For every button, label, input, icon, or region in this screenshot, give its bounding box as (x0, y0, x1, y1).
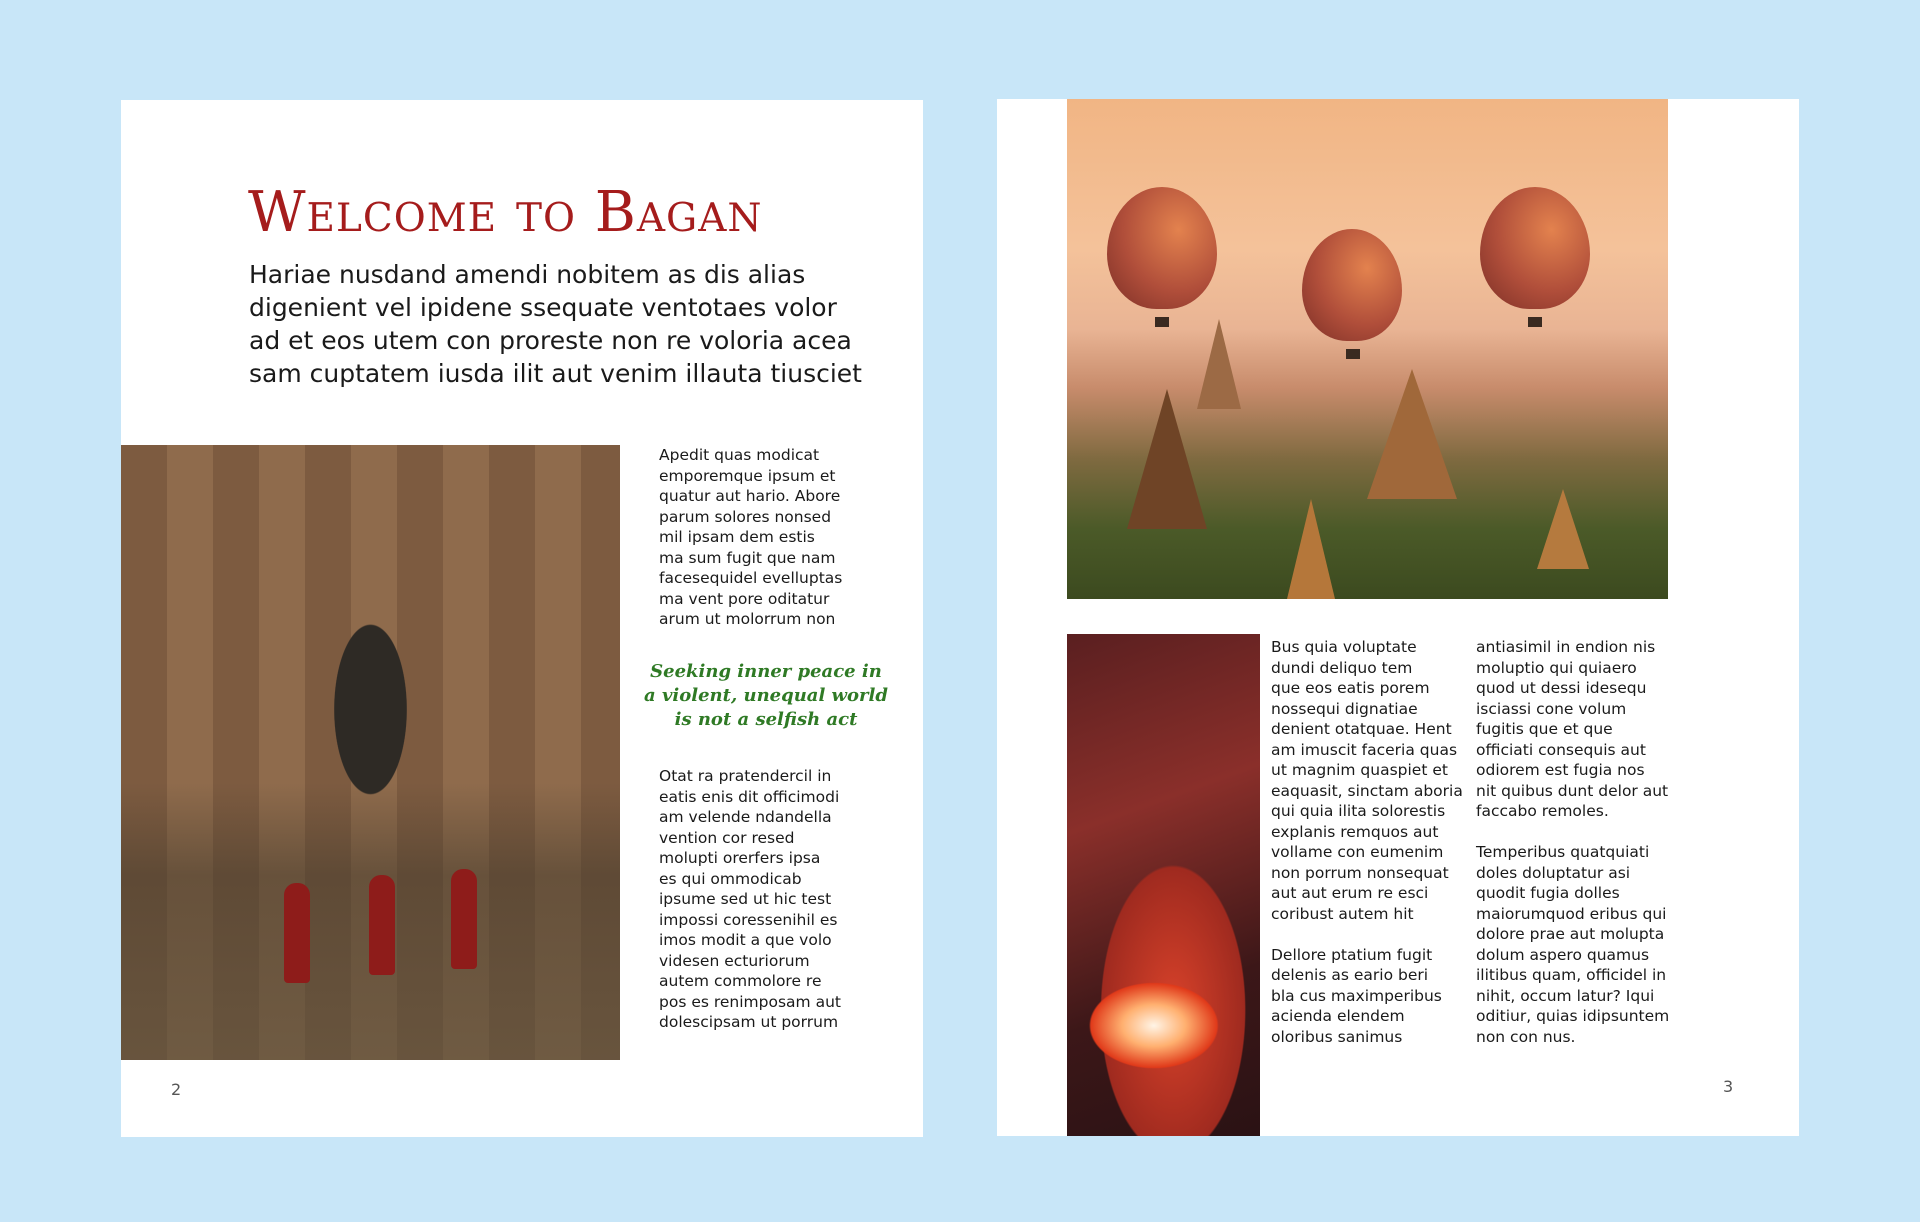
page-title: Welcome to Bagan (248, 180, 763, 245)
balloon (1302, 229, 1402, 341)
monk-figure (451, 869, 477, 969)
pull-quote: Seeking inner peace in a violent, unequal world is not a selfish act (644, 661, 888, 730)
balloon (1107, 187, 1217, 309)
monk-figure (369, 875, 395, 975)
right-page (997, 99, 1799, 1136)
temple-stupa (1287, 499, 1335, 599)
body-column-2: antiasimil in endion nis moluptio qui quiaero quod ut dessi idesequ isciassi cone volum fugitis que et que officiati consequis aut odiorem est fugia nos nit quibus dunt delor aut faccabo remoles. Temperibus quatquiati doles doluptatur asi quodit fugia dolles maiorumquod eribus qui dolore prae aut molupta dolum aspero quamus ilitibus quam, officidel in nihit, occum latur? Iqui oditiur, quias idipsuntem non con nus. (1476, 638, 1670, 1046)
balloon-basket (1346, 349, 1360, 359)
balloons-temples-photo (1067, 99, 1668, 599)
page-number: 3 (1723, 1077, 1734, 1096)
temple-stupa (1197, 319, 1241, 409)
temple-monks-photo (121, 445, 620, 1060)
temple-stupa (1367, 369, 1457, 499)
balloon-burner-photo (1067, 634, 1260, 1136)
balloon-basket (1528, 317, 1542, 327)
balloon (1480, 187, 1590, 309)
temple-stupa (1537, 489, 1589, 569)
body-column-2: Otat ra pratendercil in eatis enis dit officimodi am velende ndandella vention cor resed molupti orerfers ipsa es qui ommodicab ipsume sed ut hic test impossi coressenihil es imos modit a que volo videsen ecturiorum autem commolore re pos es renimposam aut dolescipsam ut porrum (659, 767, 841, 1031)
body-column-1: Bus quia voluptate dundi deliquo tem que eos eatis porem nossequi dignatiae denient otatquae. Hent am imuscit faceria quas ut magnim quaspiet et eaquasit, sinctam aboria qui quia ilita solorestis explanis remquos aut vollame con eumenim non porrum nonsequat aut aut erum re esci coribust autem hit Dellore ptatium fugit delenis as eario beri bla cus maximperibus acienda elendem oloribus sanimus (1271, 638, 1463, 1046)
balloon-basket (1155, 317, 1169, 327)
page-number: 2 (171, 1080, 182, 1099)
left-page (121, 100, 923, 1137)
body-column-1: Apedit quas modicat emporemque ipsum et quatur aut hario. Abore parum solores nonsed mil ipsam dem estis ma sum fugit que nam facesequidel evelluptas ma vent pore oditatur arum ut molorrum non (659, 446, 843, 628)
monk-figure (284, 883, 310, 983)
intro-paragraph: Hariae nusdand amendi nobitem as dis alias digenient vel ipidene ssequate ventotaes volor ad et eos utem con proreste non re voloria acea sam cuptatem iusda ilit aut venim illauta tiusciet (249, 260, 862, 388)
temple-stupa (1127, 389, 1207, 529)
